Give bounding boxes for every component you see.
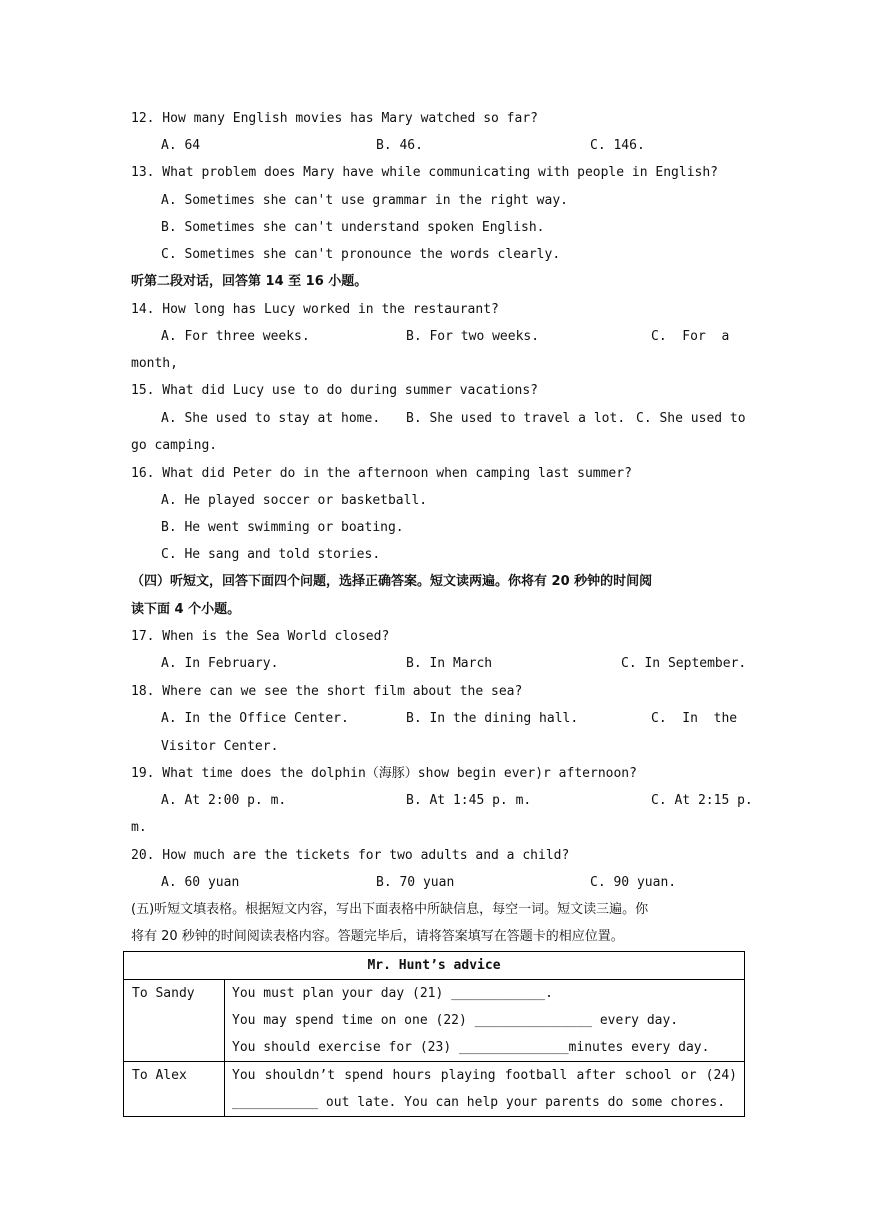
option-14b: B. For two weeks. <box>406 329 540 344</box>
option-15a: A. She used to stay at home. <box>161 411 381 426</box>
table-row <box>124 1062 745 1117</box>
question-13: 13. What problem does Mary have while communicating with people in English? <box>131 165 718 180</box>
option-19c-continued: m. <box>131 820 147 835</box>
option-19c: C. At 2:15 p. <box>651 793 753 808</box>
option-12a: A. 64 <box>161 138 201 153</box>
option-15c-continued: go camping. <box>131 438 218 453</box>
option-19b: B. At 1:45 p. m. <box>406 793 532 808</box>
section-2-heading: 听第二段对话，回答第 14 至 16 小题。 <box>131 274 368 289</box>
option-15c: C. She used to <box>636 411 746 426</box>
question-15: 15. What did Lucy use to do during summer vacations? <box>131 383 538 398</box>
option-14a: A. For three weeks. <box>161 329 310 344</box>
option-18c: C. In the <box>651 711 738 726</box>
option-13b: B. Sometimes she can't understand spoken English. <box>161 220 545 235</box>
question-16: 16. What did Peter do in the afternoon when camping last summer? <box>131 466 632 481</box>
question-17: 17. When is the Sea World closed? <box>131 629 390 644</box>
advice-cell-sandy <box>225 980 745 1062</box>
option-17b: B. In March <box>406 656 493 671</box>
table-title: Mr. Hunt’s advice <box>124 952 745 980</box>
option-16c: C. He sang and told stories. <box>161 547 381 562</box>
option-18c-continued: Visitor Center. <box>161 739 279 754</box>
row-name-sandy: To Sandy <box>124 980 225 1062</box>
row-name-alex: To Alex <box>124 1062 225 1117</box>
option-16a: A. He played soccer or basketball. <box>161 493 428 508</box>
option-13a: A. Sometimes she can't use grammar in the right way. <box>161 193 568 208</box>
question-19: 19. What time does the dolphin（海豚）show begin ever)r afternoon? <box>131 766 637 781</box>
section-5-heading-line-1: (五)听短文填表格。根据短文内容，写出下面表格中所缺信息，每空一词。短文读三遍。你 <box>131 902 649 917</box>
question-18: 18. Where can we see the short film about the sea? <box>131 684 523 699</box>
option-19a: A. At 2:00 p. m. <box>161 793 287 808</box>
option-17c: C. In September. <box>621 656 747 671</box>
question-20: 20. How much are the tickets for two adults and a child? <box>131 848 570 863</box>
table-header-row <box>124 952 745 980</box>
option-20b: B. 70 yuan <box>376 875 455 890</box>
option-20c: C. 90 yuan. <box>590 875 677 890</box>
option-13c: C. Sometimes she can't pronounce the words clearly. <box>161 247 561 262</box>
advice-cell-alex <box>225 1062 745 1117</box>
advice-line-23: You should exercise for (23) ______________minutes every day. <box>232 1040 710 1055</box>
question-14: 14. How long has Lucy worked in the restaurant? <box>131 302 499 317</box>
option-14c: C. For a <box>651 329 730 344</box>
table-row <box>124 980 745 1062</box>
option-20a: A. 60 yuan <box>161 875 240 890</box>
option-17a: A. In February. <box>161 656 279 671</box>
advice-table <box>123 951 745 1117</box>
option-12b: B. 46. <box>376 138 423 153</box>
question-12: 12. How many English movies has Mary watched so far? <box>131 111 538 126</box>
advice-line-21: You must plan your day (21) ____________. <box>232 986 553 1001</box>
option-14c-continued: month, <box>131 356 178 371</box>
option-16b: B. He went swimming or boating. <box>161 520 404 535</box>
advice-line-24: You shouldn’t spend hours playing football after school or (24) ___________ out late. You can help your parents do some chores. <box>232 1068 737 1110</box>
option-18a: A. In the Office Center. <box>161 711 349 726</box>
advice-line-22: You may spend time on one (22) _______________ every day. <box>232 1013 679 1028</box>
section-4-heading-line-2: 读下面 4 个小题。 <box>131 602 241 617</box>
option-12c: C. 146. <box>590 138 645 153</box>
section-5-heading-line-2: 将有 20 秒钟的时间阅读表格内容。答题完毕后，请将答案填写在答题卡的相应位置。 <box>131 929 624 944</box>
option-18b: B. In the dining hall. <box>406 711 579 726</box>
section-4-heading-line-1: （四）听短文，回答下面四个问题，选择正确答案。短文读两遍。你将有 20 秒钟的时间阅 <box>131 574 653 589</box>
option-15b: B. She used to travel a lot. <box>406 411 626 426</box>
